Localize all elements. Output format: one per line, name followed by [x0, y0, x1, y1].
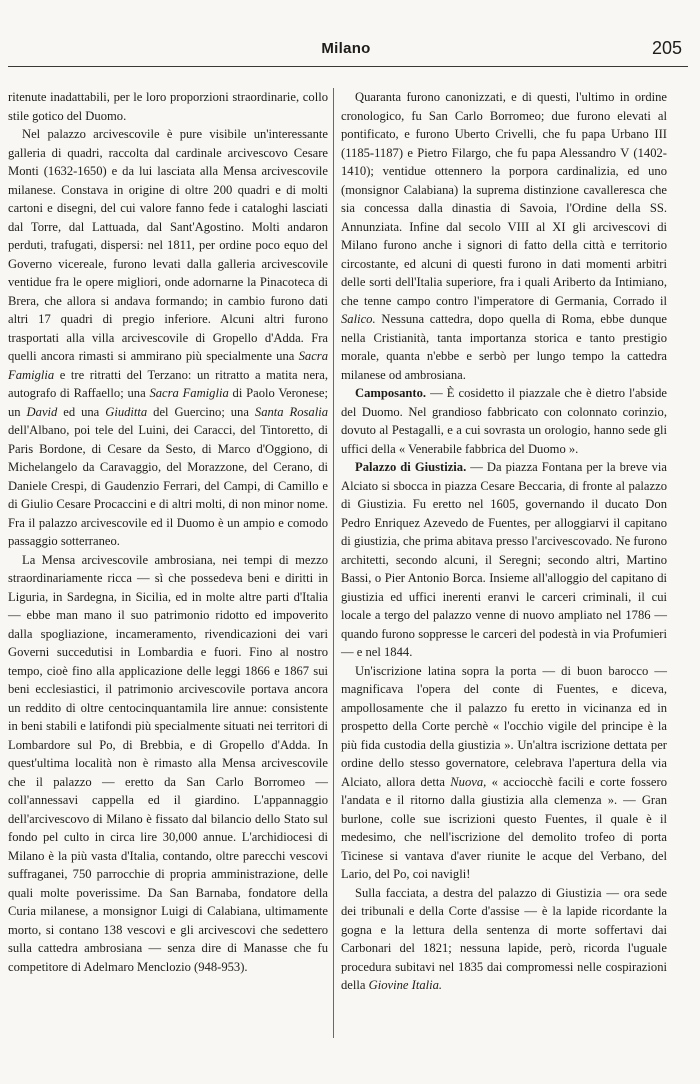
emphasis: Giovine Italia. — [368, 978, 443, 992]
page-header — [10, 40, 682, 64]
section-heading: Palazzo di Giustizia. — [355, 460, 467, 474]
artwork-title: Sacra Famiglia — [149, 386, 229, 400]
paragraph — [341, 458, 667, 662]
running-title: Milano — [321, 40, 371, 57]
paragraph: La Mensa arcivescovile ambrosiana, nei tempi di mezzo straordinariamente ricca — sì che possedeva beni e diritti in Liguria, in Sardegna, in Sicilia, ed in molte altre parti d'Italia — ebbe man mano il suo patrimonio ridotto ed impoverito dalla spogliazione, incameramento, rivendicazioni dei vari Governi succedutisi in Lombardia e fuori. Fino al nostro tempo, cioè fino alla applicazione delle leggi 1866 e 1867 sui beni ecclesiastici, il patrimonio arcivescovile portava ancora un reddito di oltre centocinquantamila lire annue: consistente in beni stabili e latifondi più specialmente situati nei territori di Lombardore sul Po, di Brebbia, e di Gropello d'Adda. In quest'ultima località non è rimasto alla Mensa arcivescovile che il palazzo — eretto da San Carlo Borromeo — coll'annessavi cappella ed il giardino. L'appannaggio dell'arcivescovo di Milano è fissato dal bilancio dello Stato sul fondo pel culto in circa lire 30,000 annue. L'archidiocesi di Milano è la più vasta d'Italia, contando, oltre parecchi vescovi suffraganei, 750 parrocchie di propria amministrazione, delle quali molte poverissime. Da San Barnaba, fondatore della Curia milanese, a monsignor Luigi di Calabiana, ultimamente morto, si contano 138 vescovi e gli arcivescovi che sedettero sulla cattedra ambrosiana — senza dire di Manasse che fu competitore di Adelmaro Menclozio (948-953). — [8, 552, 328, 974]
paragraph — [341, 384, 667, 458]
text-run: Nel palazzo arcivescovile è pure visibile un'interessante galleria di quadri, raccolta dal cardinale arcivescovo Cesare Monti (1632-1650) e da lui lasciata alla Mensa arcivescovile milanese. Constava in origine di oltre 200 quadri e di molti cartoni e disegni, del cui valore fanno fede i cataloghi lasciati dal Torre, dal Lattuada, dal Sant'Agostino. Molti andaron perduti, trafugati, dispersi: nel 1811, per ordine poco equo del Governo vicereale, furono levati dalla galleria arcivescovile ventidue fra le opere migliori, onde adornarne la Pinacoteca di Brera, che allora si andava formando; in cambio furono dati altri 17 quadri di pregio inferiore. Alcuni altri furono trasportati alla villa arcivescovile di Gropello d'Adda. Fra quelli ancora rimasti si ammirano più specialmente una — [8, 127, 328, 363]
right-column — [341, 88, 667, 995]
text-run: dell'Albano, poi tele del Luini, dei Caracci, del Tintoretto, di Paris Bordone, di Cesare da Sesto, di Marco d'Oggiono, di Michelangelo da Caravaggio, del Morazzone, del Cerano, di Daniele Crespi, di Gaudenzio Ferrari, del Campi, di Camillo e di Giulio Cesare Procaccini e di altri molti, di non minor nome. Fra il palazzo arcivescovile ed il Duomo è un ampio e comodo passaggio sotterraneo. — [8, 423, 328, 548]
page-number: 205 — [651, 38, 682, 58]
text-run: Sulla facciata, a destra del palazzo di Giustizia — ora sede dei tribunali e della Corte d'assise — è la lapide ricordante la gogna e la lettura della sentenza di morte soffertavi dai Carbonari del 1821; nessuna lapide, però, ricorda l'uguale procedura subitavi nel 1835 dai compromessi nelle cospirazioni della — [341, 885, 667, 992]
text-run: Nessuna cattedra, dopo quella di Roma, ebbe dunque nella Cristianità, tanta importanza storica e tanto prestigio morale, quanta n'ebbe e serbò per lungo tempo la cattedra milanese od ambrosiana. — [341, 312, 667, 382]
paragraph — [341, 884, 667, 995]
paragraph: ritenute inadattabili, per le loro proporzioni straordinarie, collo stile gotico del Duomo. — [8, 90, 328, 123]
text-run: e tre ritratti del Terzano: un ritratto a matita nera, autografo di Raffaello; una — [8, 367, 328, 400]
paragraph — [8, 125, 328, 551]
text-run: « acciocchè facili e corte fossero l'andata e il ritorno dalla giustizia alla clemenza ». — Gran burlone, colle sue iscrizioni questo Fuentes, il quale è il medesimo, che nell'iscrizione del demolito trofeo di porta Ticinese si vantava d'aver riunite le acque del Verbano, del Lario, del Po, coi navigli! — [341, 774, 667, 881]
left-column — [8, 88, 328, 976]
text-run: di Paolo Veronese; un — [8, 386, 328, 419]
text-run: — È cosidetto il piazzale che è dietro l'abside del Duomo. Nel grandioso fabbricato con colonnato corinzio, dovuto al Pestagalli, e a cui sovrasta un orologio, hanno sede gli uffici della « Venerabile fabbrica del Duomo ». — [341, 386, 667, 456]
emphasis: Nuova, — [450, 774, 487, 789]
artwork-title: Sacra Famiglia — [8, 349, 328, 382]
column-divider — [333, 88, 334, 1038]
text-run: del Guercino; una — [147, 404, 255, 419]
header-rule — [8, 66, 688, 67]
section-heading: Camposanto. — [355, 386, 427, 400]
text-run: — Da piazza Fontana per la breve via Alciato si sbocca in piazza Cesare Beccaria, di fronte al palazzo di Giustizia. Fu eretto nel 1605, governando il ducato Don Pedro Enriquez Azevedo de Fuentes, per alloggiarvi il capitano di giustizia, che prima abitava presso l'arcivescovado. Ne furono architetti, secondo alcuni, il Seregni; secondo altri, Martino Bassi, o Pier Antonio Borca. Insieme all'alloggio del capitano di giustizia ed uffici inerenti eranvi le carceri criminali, il cui locale a tergo del palazzo venne di nuovo ampliato nel 1786 — quando furono soppresse le carceri del podestà in via Profumieri — e nel 1844. — [341, 460, 667, 659]
text-run: ed una — [57, 404, 106, 419]
paragraph — [341, 662, 667, 884]
artwork-title: Giuditta — [105, 404, 148, 419]
artwork-title: Santa Rosalia — [254, 404, 328, 419]
artwork-title: David — [26, 404, 58, 419]
emphasis: Salico. — [341, 312, 376, 326]
text-run: Quaranta furono canonizzati, e di questi, l'ultimo in ordine cronologico, fu San Carlo Borromeo; due furono elevati al pontificato, e furono Uberto Crivelli, che fu papa Urbano III (1185-1187) e Pietro Filargo, che fu papa Alessandro V (1402-1410); ventidue ottennero la porpora cardinalizia, ed uno (monsignor Calabiana) la suprema distinzione cavalleresca che sia concessa dalla dinastia di Savoia, l'Ordine della SS. Annunziata. Infine dal secolo VIII al XI gli arcivescovi di Milano furono anche i signori di fatto della città e territorio circostante, ed alcuni di questi furono in dati momenti arbitri delle sorti dell'Italia superiore, fra i quali Ariberto da Intimiano, che tenne campo contro l'imperatore di Germania, Corrado il — [341, 90, 667, 308]
text-run: Un'iscrizione latina sopra la porta — di buon barocco — magnificava l'opera del conte di Fuentes, e diceva, ampollosamente che il palazzo fu eretto in vicinanza ed in prospetto della Corte perchè « l'occhio vigile del principe è la più fida custodia della giustizia ». Un'altra iscrizione dettata per ordine dello stesso governatore, celebrava l'apertura della via Alciato, allora detta — [341, 663, 667, 789]
paragraph — [341, 88, 667, 384]
